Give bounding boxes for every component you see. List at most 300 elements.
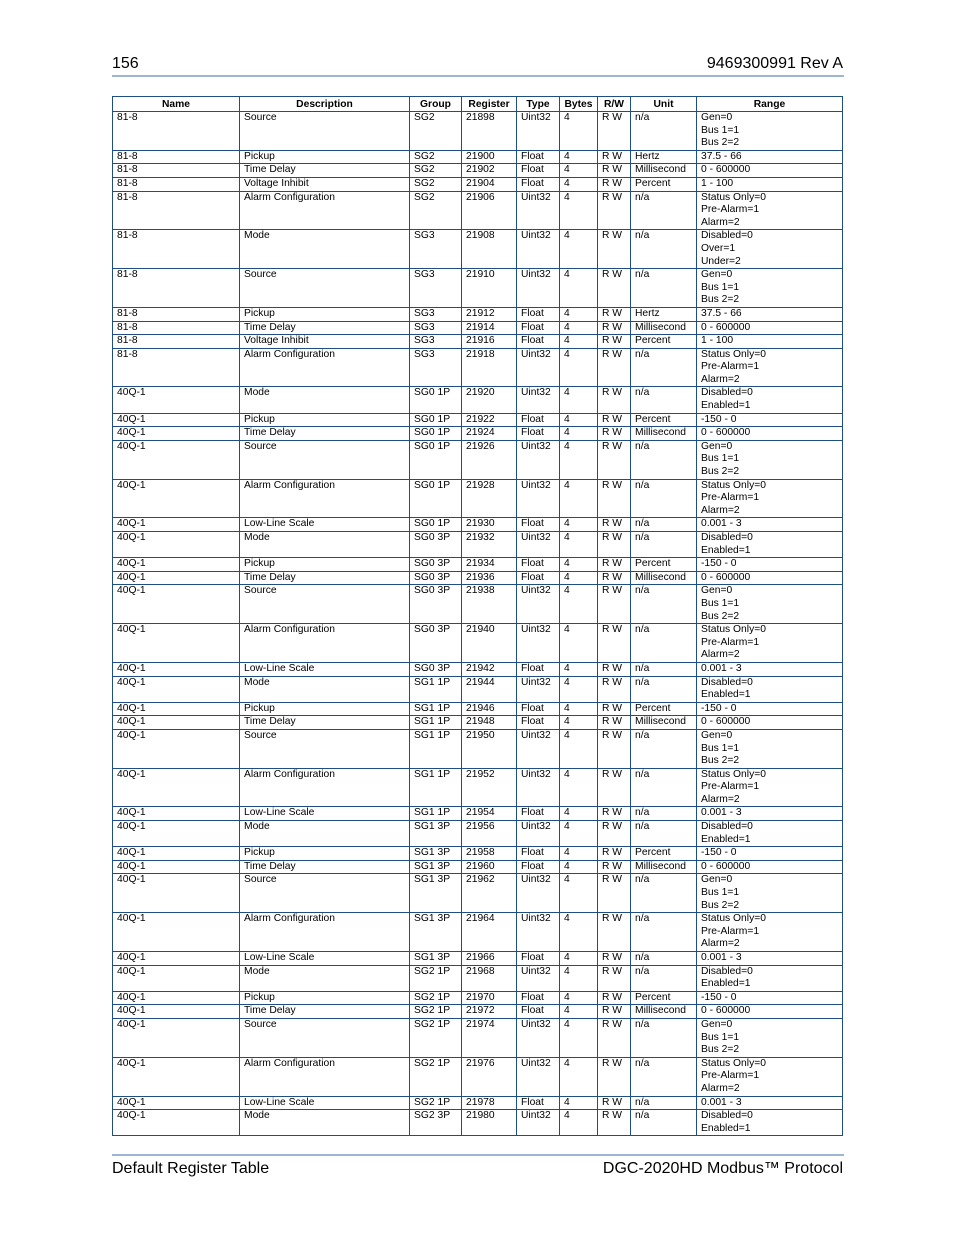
cell-type: Uint32 <box>517 965 560 991</box>
cell-group: SG2 1P <box>410 991 462 1005</box>
cell-range <box>697 191 843 230</box>
cell-group: SG0 1P <box>410 387 462 413</box>
cell-type: Float <box>517 952 560 966</box>
cell-name: 81-8 <box>113 164 240 178</box>
register-table <box>112 96 843 1136</box>
range-line: Alarm=2 <box>701 793 740 805</box>
range-line: Pre-Alarm=1 <box>701 361 760 373</box>
range-line: Pre-Alarm=1 <box>701 1070 760 1082</box>
cell-bytes: 4 <box>560 413 598 427</box>
cell-register: 21908 <box>462 230 517 269</box>
cell-group: SG2 1P <box>410 1057 462 1096</box>
cell-name: 81-8 <box>113 230 240 269</box>
cell-bytes: 4 <box>560 440 598 479</box>
range-line: Gen=0 <box>701 440 733 452</box>
cell-range <box>697 860 843 874</box>
cell-name: 40Q-1 <box>113 518 240 532</box>
cell-range <box>697 585 843 624</box>
range-line: 1 - 100 <box>701 335 734 347</box>
cell-register: 21916 <box>462 335 517 349</box>
cell-name: 40Q-1 <box>113 479 240 518</box>
cell-register: 21922 <box>462 413 517 427</box>
range-line: 0.001 - 3 <box>701 518 742 530</box>
cell-name: 81-8 <box>113 335 240 349</box>
cell-description: Source <box>240 269 410 308</box>
cell-name: 81-8 <box>113 191 240 230</box>
cell-group: SG3 <box>410 335 462 349</box>
table-row <box>113 479 843 518</box>
cell-group: SG3 <box>410 348 462 387</box>
cell-range <box>697 676 843 702</box>
cell-rw: R W <box>598 821 631 847</box>
range-line: Status Only=0 <box>701 624 766 636</box>
cell-description: Source <box>240 729 410 768</box>
cell-group: SG1 3P <box>410 847 462 861</box>
cell-description: Pickup <box>240 558 410 572</box>
cell-unit: Millisecond <box>631 427 697 441</box>
cell-bytes: 4 <box>560 768 598 807</box>
cell-description: Time Delay <box>240 321 410 335</box>
cell-group: SG1 3P <box>410 874 462 913</box>
cell-description: Source <box>240 585 410 624</box>
table-row <box>113 321 843 335</box>
range-line: Pre-Alarm=1 <box>701 492 760 504</box>
cell-bytes: 4 <box>560 177 598 191</box>
cell-unit: n/a <box>631 532 697 558</box>
table-row <box>113 847 843 861</box>
cell-group: SG3 <box>410 269 462 308</box>
cell-unit: n/a <box>631 191 697 230</box>
cell-type: Float <box>517 177 560 191</box>
cell-name: 40Q-1 <box>113 532 240 558</box>
cell-bytes: 4 <box>560 321 598 335</box>
range-line: Bus 1=1 <box>701 453 740 465</box>
range-line: Pre-Alarm=1 <box>701 204 760 216</box>
cell-type: Uint32 <box>517 1018 560 1057</box>
cell-unit: Millisecond <box>631 860 697 874</box>
cell-range <box>697 913 843 952</box>
cell-range <box>697 662 843 676</box>
table-row <box>113 729 843 768</box>
document-code: 9469300991 Rev A <box>706 55 843 72</box>
cell-group: SG2 1P <box>410 1018 462 1057</box>
cell-bytes: 4 <box>560 532 598 558</box>
cell-range <box>697 729 843 768</box>
cell-type: Uint32 <box>517 532 560 558</box>
cell-description: Time Delay <box>240 716 410 730</box>
cell-unit: n/a <box>631 807 697 821</box>
cell-bytes: 4 <box>560 702 598 716</box>
range-line: Status Only=0 <box>701 479 766 491</box>
cell-range <box>697 479 843 518</box>
column-header-description: Description <box>240 97 410 112</box>
cell-range <box>697 571 843 585</box>
cell-rw: R W <box>598 716 631 730</box>
range-line: Disabled=0 <box>701 821 753 833</box>
range-line: Disabled=0 <box>701 387 753 399</box>
cell-rw: R W <box>598 1018 631 1057</box>
cell-bytes: 4 <box>560 1018 598 1057</box>
cell-range <box>697 177 843 191</box>
cell-description: Mode <box>240 387 410 413</box>
range-line: Disabled=0 <box>701 965 753 977</box>
cell-rw: R W <box>598 335 631 349</box>
cell-group: SG2 1P <box>410 1096 462 1110</box>
cell-description: Source <box>240 440 410 479</box>
cell-name: 40Q-1 <box>113 807 240 821</box>
cell-bytes: 4 <box>560 335 598 349</box>
range-line: 0 - 600000 <box>701 1005 751 1017</box>
cell-name: 81-8 <box>113 150 240 164</box>
column-header-range: Range <box>697 97 843 112</box>
cell-type: Float <box>517 321 560 335</box>
page-header <box>112 55 843 75</box>
column-header-rw: R/W <box>598 97 631 112</box>
range-line: -150 - 0 <box>701 847 737 859</box>
cell-register: 21920 <box>462 387 517 413</box>
cell-group: SG0 1P <box>410 479 462 518</box>
cell-type: Float <box>517 307 560 321</box>
table-row <box>113 807 843 821</box>
cell-range <box>697 1110 843 1136</box>
cell-name: 40Q-1 <box>113 413 240 427</box>
cell-rw: R W <box>598 413 631 427</box>
footer-document-title: DGC-2020HD Modbus™ Protocol <box>602 1160 843 1177</box>
cell-range <box>697 269 843 308</box>
cell-unit: n/a <box>631 676 697 702</box>
range-line: 0.001 - 3 <box>701 807 742 819</box>
cell-name: 40Q-1 <box>113 387 240 413</box>
cell-rw: R W <box>598 624 631 663</box>
table-row <box>113 716 843 730</box>
cell-rw: R W <box>598 860 631 874</box>
range-line: Status Only=0 <box>701 348 766 360</box>
table-row <box>113 427 843 441</box>
cell-type: Float <box>517 571 560 585</box>
cell-group: SG0 3P <box>410 571 462 585</box>
cell-unit: Millisecond <box>631 571 697 585</box>
cell-register: 21930 <box>462 518 517 532</box>
cell-type: Uint32 <box>517 191 560 230</box>
cell-rw: R W <box>598 952 631 966</box>
cell-name: 81-8 <box>113 269 240 308</box>
cell-description: Alarm Configuration <box>240 191 410 230</box>
cell-unit: Millisecond <box>631 1005 697 1019</box>
cell-rw: R W <box>598 965 631 991</box>
range-line: 0 - 600000 <box>701 164 751 176</box>
cell-unit: n/a <box>631 624 697 663</box>
range-line: Bus 1=1 <box>701 124 740 136</box>
cell-rw: R W <box>598 662 631 676</box>
cell-name: 40Q-1 <box>113 716 240 730</box>
cell-range <box>697 230 843 269</box>
range-line: Disabled=0 <box>701 1110 753 1122</box>
cell-range <box>697 440 843 479</box>
cell-group: SG1 1P <box>410 729 462 768</box>
cell-rw: R W <box>598 112 631 151</box>
cell-name: 81-8 <box>113 348 240 387</box>
cell-type: Uint32 <box>517 269 560 308</box>
range-line: Bus 1=1 <box>701 887 740 899</box>
cell-unit: n/a <box>631 965 697 991</box>
table-row <box>113 702 843 716</box>
range-line: Bus 2=2 <box>701 466 740 478</box>
cell-unit: Percent <box>631 702 697 716</box>
range-line: -150 - 0 <box>701 991 737 1003</box>
cell-range <box>697 427 843 441</box>
cell-group: SG1 1P <box>410 676 462 702</box>
cell-type: Uint32 <box>517 1110 560 1136</box>
cell-rw: R W <box>598 518 631 532</box>
cell-group: SG0 3P <box>410 662 462 676</box>
cell-name: 40Q-1 <box>113 874 240 913</box>
column-header-unit: Unit <box>631 97 697 112</box>
range-line: Gen=0 <box>701 1018 733 1030</box>
cell-range <box>697 1005 843 1019</box>
cell-group: SG0 1P <box>410 440 462 479</box>
range-line: -150 - 0 <box>701 558 737 570</box>
cell-range <box>697 702 843 716</box>
cell-range <box>697 335 843 349</box>
cell-bytes: 4 <box>560 191 598 230</box>
cell-bytes: 4 <box>560 164 598 178</box>
table-row <box>113 571 843 585</box>
table-header-row <box>113 97 843 112</box>
cell-bytes: 4 <box>560 518 598 532</box>
cell-type: Uint32 <box>517 230 560 269</box>
footer-section-title: Default Register Table <box>112 1160 270 1177</box>
cell-type: Float <box>517 558 560 572</box>
cell-description: Low-Line Scale <box>240 1096 410 1110</box>
table-row <box>113 1096 843 1110</box>
cell-range <box>697 348 843 387</box>
column-header-register: Register <box>462 97 517 112</box>
cell-register: 21912 <box>462 307 517 321</box>
column-header-group: Group <box>410 97 462 112</box>
cell-type: Float <box>517 807 560 821</box>
column-header-name: Name <box>113 97 240 112</box>
cell-description: Mode <box>240 965 410 991</box>
table-row <box>113 1057 843 1096</box>
cell-rw: R W <box>598 321 631 335</box>
range-line: Enabled=1 <box>701 833 751 845</box>
range-line: Status Only=0 <box>701 1057 766 1069</box>
range-line: Gen=0 <box>701 112 733 123</box>
cell-name: 81-8 <box>113 112 240 151</box>
cell-register: 21970 <box>462 991 517 1005</box>
cell-description: Source <box>240 1018 410 1057</box>
cell-register: 21910 <box>462 269 517 308</box>
cell-type: Float <box>517 335 560 349</box>
cell-bytes: 4 <box>560 348 598 387</box>
cell-register: 21946 <box>462 702 517 716</box>
table-row <box>113 1005 843 1019</box>
cell-register: 21976 <box>462 1057 517 1096</box>
cell-register: 21964 <box>462 913 517 952</box>
cell-bytes: 4 <box>560 585 598 624</box>
cell-rw: R W <box>598 230 631 269</box>
cell-description: Alarm Configuration <box>240 1057 410 1096</box>
table-row <box>113 768 843 807</box>
header-divider <box>112 75 844 77</box>
table-row <box>113 518 843 532</box>
cell-rw: R W <box>598 768 631 807</box>
table-row <box>113 335 843 349</box>
cell-rw: R W <box>598 150 631 164</box>
column-header-type: Type <box>517 97 560 112</box>
cell-bytes: 4 <box>560 952 598 966</box>
range-line: Bus 2=2 <box>701 1044 740 1056</box>
cell-range <box>697 307 843 321</box>
cell-range <box>697 1057 843 1096</box>
cell-description: Mode <box>240 532 410 558</box>
cell-register: 21900 <box>462 150 517 164</box>
cell-description: Voltage Inhibit <box>240 335 410 349</box>
cell-range <box>697 558 843 572</box>
range-line: Bus 1=1 <box>701 742 740 754</box>
cell-type: Uint32 <box>517 440 560 479</box>
cell-description: Time Delay <box>240 427 410 441</box>
cell-register: 21906 <box>462 191 517 230</box>
cell-bytes: 4 <box>560 112 598 151</box>
cell-range <box>697 874 843 913</box>
cell-group: SG2 <box>410 164 462 178</box>
range-line: 0 - 600000 <box>701 860 751 872</box>
cell-description: Pickup <box>240 150 410 164</box>
cell-group: SG1 1P <box>410 768 462 807</box>
cell-rw: R W <box>598 164 631 178</box>
cell-type: Float <box>517 518 560 532</box>
cell-register: 21934 <box>462 558 517 572</box>
cell-unit: Millisecond <box>631 164 697 178</box>
cell-group: SG1 1P <box>410 716 462 730</box>
cell-register: 21926 <box>462 440 517 479</box>
cell-register: 21938 <box>462 585 517 624</box>
cell-rw: R W <box>598 807 631 821</box>
cell-unit: n/a <box>631 440 697 479</box>
cell-rw: R W <box>598 585 631 624</box>
range-line: 37.5 - 66 <box>701 150 742 162</box>
cell-register: 21956 <box>462 821 517 847</box>
range-line: Disabled=0 <box>701 532 753 543</box>
cell-range <box>697 164 843 178</box>
cell-group: SG3 <box>410 230 462 269</box>
cell-type: Float <box>517 860 560 874</box>
cell-description: Mode <box>240 230 410 269</box>
cell-name: 81-8 <box>113 321 240 335</box>
range-line: Bus 2=2 <box>701 755 740 767</box>
page-number: 156 <box>112 55 139 72</box>
cell-group: SG2 1P <box>410 1005 462 1019</box>
cell-description: Pickup <box>240 702 410 716</box>
cell-rw: R W <box>598 1096 631 1110</box>
cell-bytes: 4 <box>560 716 598 730</box>
cell-unit: Percent <box>631 847 697 861</box>
cell-bytes: 4 <box>560 150 598 164</box>
cell-name: 81-8 <box>113 307 240 321</box>
cell-register: 21952 <box>462 768 517 807</box>
cell-register: 21918 <box>462 348 517 387</box>
cell-register: 21902 <box>462 164 517 178</box>
cell-bytes: 4 <box>560 230 598 269</box>
range-line: Status Only=0 <box>701 191 766 203</box>
range-line: Disabled=0 <box>701 676 753 688</box>
range-line: 0.001 - 3 <box>701 1096 742 1108</box>
cell-bytes: 4 <box>560 1096 598 1110</box>
cell-unit: n/a <box>631 1110 697 1136</box>
range-line: 0.001 - 3 <box>701 952 742 963</box>
cell-range <box>697 821 843 847</box>
range-line: Over=1 <box>701 242 736 254</box>
table-row <box>113 585 843 624</box>
cell-rw: R W <box>598 479 631 518</box>
range-line: 1 - 100 <box>701 177 734 189</box>
cell-range <box>697 965 843 991</box>
cell-unit: Millisecond <box>631 716 697 730</box>
cell-name: 40Q-1 <box>113 676 240 702</box>
cell-name: 40Q-1 <box>113 991 240 1005</box>
cell-description: Low-Line Scale <box>240 518 410 532</box>
cell-group: SG0 3P <box>410 558 462 572</box>
table-row <box>113 348 843 387</box>
cell-bytes: 4 <box>560 965 598 991</box>
cell-name: 40Q-1 <box>113 624 240 663</box>
table-row <box>113 307 843 321</box>
cell-rw: R W <box>598 191 631 230</box>
cell-description: Time Delay <box>240 571 410 585</box>
cell-description: Mode <box>240 1110 410 1136</box>
cell-unit: n/a <box>631 479 697 518</box>
cell-group: SG3 <box>410 321 462 335</box>
table-row <box>113 874 843 913</box>
cell-unit: n/a <box>631 821 697 847</box>
cell-rw: R W <box>598 387 631 413</box>
cell-group: SG3 <box>410 307 462 321</box>
cell-register: 21978 <box>462 1096 517 1110</box>
table-row <box>113 230 843 269</box>
cell-type: Float <box>517 1096 560 1110</box>
cell-name: 40Q-1 <box>113 768 240 807</box>
range-line: 0.001 - 3 <box>701 662 742 674</box>
cell-unit: n/a <box>631 874 697 913</box>
cell-name: 40Q-1 <box>113 585 240 624</box>
cell-unit: n/a <box>631 1018 697 1057</box>
cell-rw: R W <box>598 991 631 1005</box>
range-line: 0 - 600000 <box>701 321 751 333</box>
cell-register: 21936 <box>462 571 517 585</box>
cell-type: Uint32 <box>517 387 560 413</box>
cell-name: 40Q-1 <box>113 1110 240 1136</box>
cell-bytes: 4 <box>560 807 598 821</box>
cell-unit: n/a <box>631 729 697 768</box>
cell-range <box>697 991 843 1005</box>
cell-register: 21960 <box>462 860 517 874</box>
cell-description: Low-Line Scale <box>240 662 410 676</box>
cell-bytes: 4 <box>560 427 598 441</box>
table-row <box>113 965 843 991</box>
cell-name: 40Q-1 <box>113 821 240 847</box>
cell-bytes: 4 <box>560 662 598 676</box>
cell-rw: R W <box>598 913 631 952</box>
cell-name: 40Q-1 <box>113 860 240 874</box>
cell-unit: n/a <box>631 952 697 966</box>
cell-description: Alarm Configuration <box>240 479 410 518</box>
cell-name: 40Q-1 <box>113 1096 240 1110</box>
cell-rw: R W <box>598 1110 631 1136</box>
cell-range <box>697 1096 843 1110</box>
cell-type: Uint32 <box>517 348 560 387</box>
cell-range <box>697 321 843 335</box>
